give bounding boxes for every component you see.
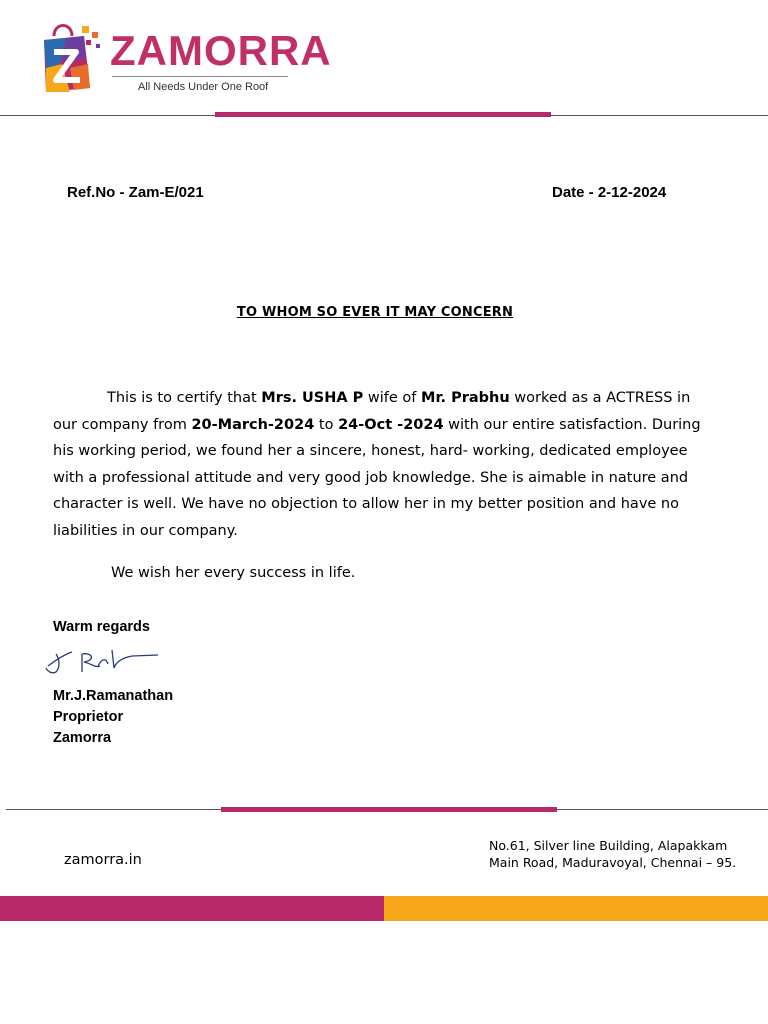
handwritten-signature [42, 646, 162, 678]
body-text-to: to [314, 416, 339, 433]
brand-underline [112, 76, 288, 77]
body-text-rest: with our entire satisfaction. During his working period, we found her a sincere, honest, hard- working, dedicated employee with a professional attitude and very good job knowledge. She is aimable in nature and character is well. We have no objection to allow her in my better position and have no liabilities in our company. [53, 416, 701, 539]
closing-salutation: Warm regards [53, 619, 150, 635]
signatory-title: Proprietor [53, 709, 124, 725]
start-date: 20-March-2024 [191, 416, 315, 433]
reference-number: Ref.No - Zam-E/021 [67, 184, 204, 201]
letter-heading: TO WHOM SO EVER IT MAY CONCERN [236, 305, 514, 320]
spouse-name: Mr. Prabhu [421, 390, 510, 406]
body-text-intro: This is to certify that [107, 390, 262, 406]
body-text-wife-of: wife of [363, 390, 422, 406]
address-line-2: Main Road, Maduravoyal, Chennai – 95. [489, 855, 737, 870]
body-paragraph [53, 385, 713, 544]
shopping-bag-z-logo-icon [40, 18, 104, 94]
employee-name: Mrs. USHA P [261, 390, 364, 406]
brand-name: ZAMORRA [110, 27, 332, 74]
signatory-company: Zamorra [53, 730, 112, 746]
company-address [489, 837, 736, 871]
company-website: zamorra.in [64, 852, 142, 868]
brand-tagline: All Needs Under One Roof [138, 81, 269, 93]
signatory-name: Mr.J.Ramanathan [53, 688, 174, 704]
address-line-1: No.61, Silver line Building, Alapakkam [489, 838, 728, 853]
end-date: 24-Oct -2024 [338, 416, 444, 433]
footer-accent-bar [221, 807, 557, 812]
footer-band-orange [384, 896, 768, 921]
body-text-role: worked as a ACTRESS in our company from [53, 390, 691, 433]
closing-wish: We wish her every success in life. [111, 565, 356, 581]
footer-band-magenta [0, 896, 384, 921]
letter-date: Date - 2-12-2024 [552, 184, 667, 201]
header-accent-bar [215, 112, 551, 117]
